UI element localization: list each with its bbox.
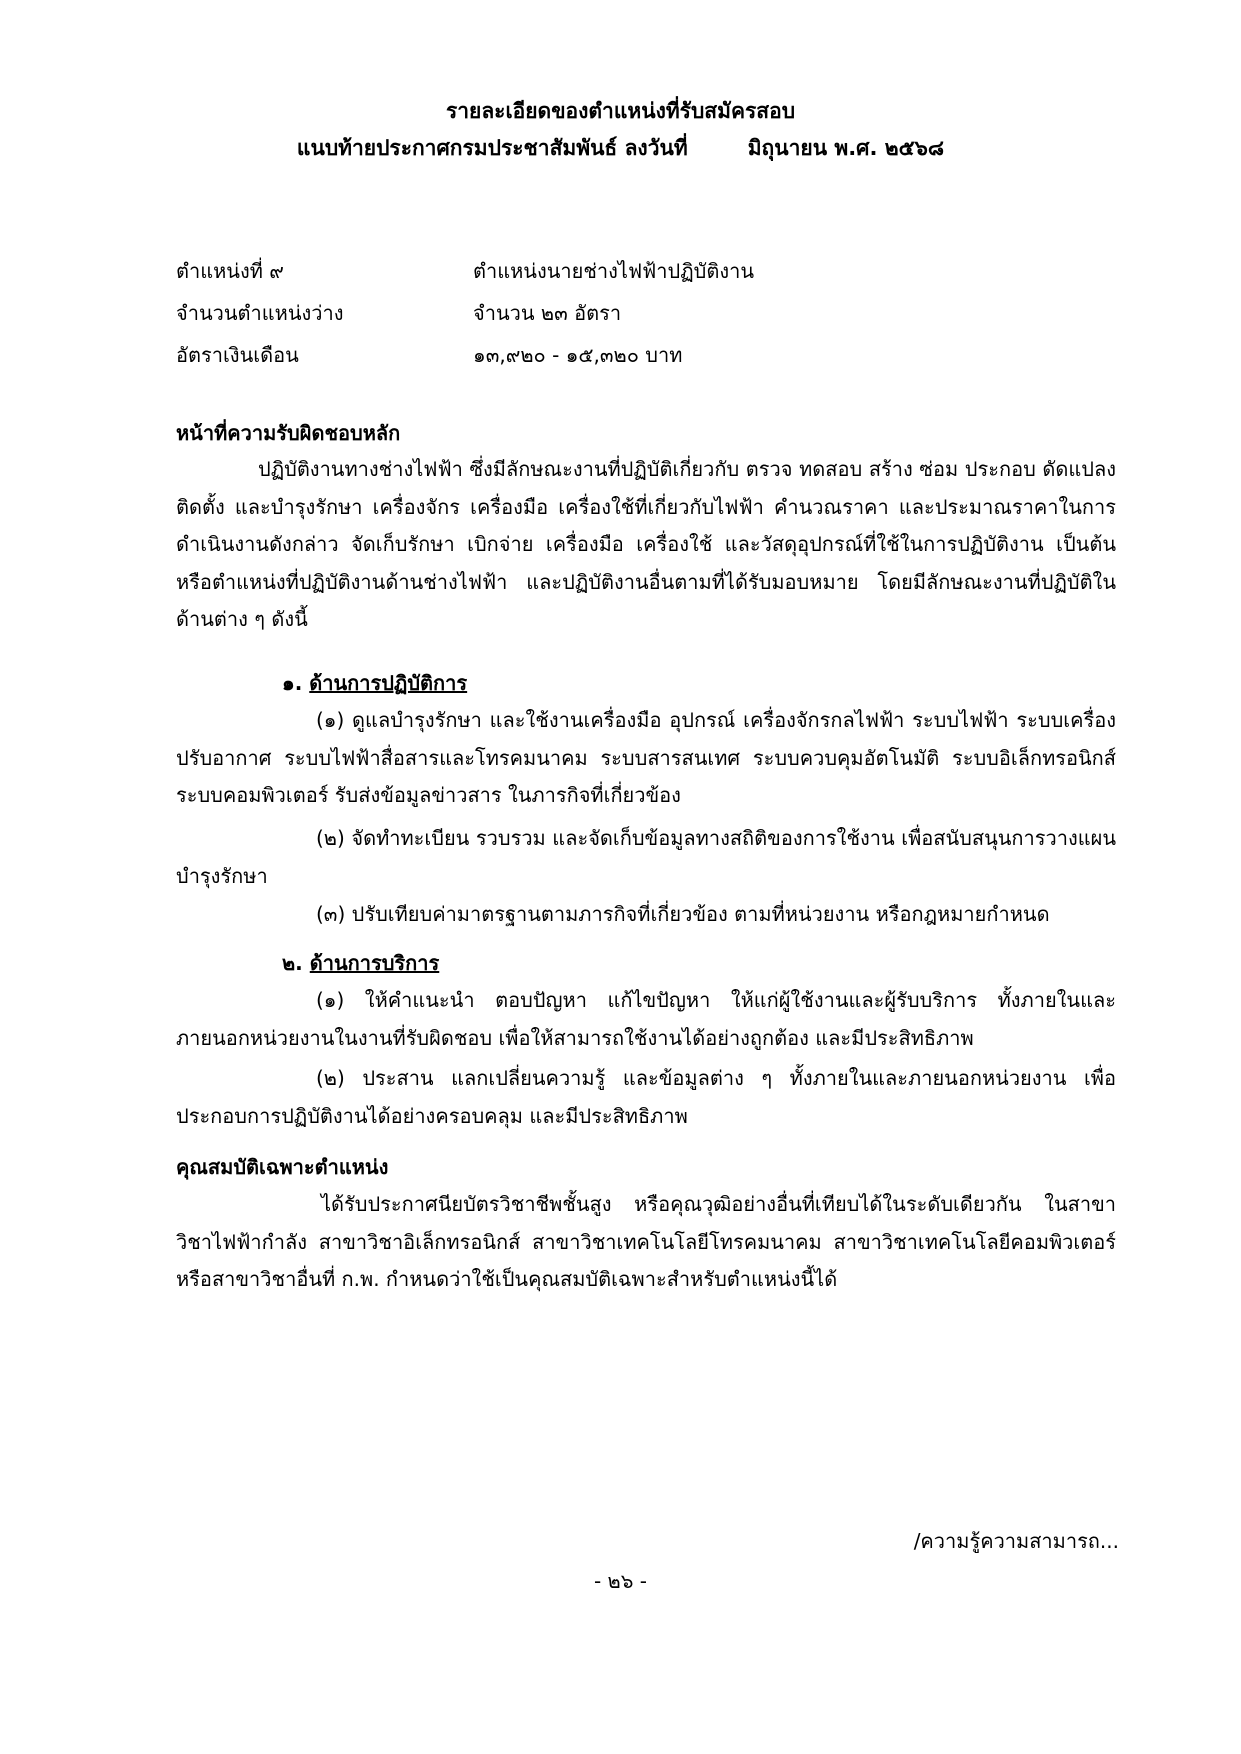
duties-intro [176,451,1116,639]
section1-item-text: (๒) จัดทำทะเบียน รวบรวม และจัดเก็บข้อมูลทางสถิติของการใช้งาน เพื่อสนับสนุนการวางแผนบำรุงรักษา [176,826,1116,888]
duties-heading: หน้าที่ความรับผิดชอบหลัก [176,421,401,445]
document-subtitle [0,133,1241,163]
salary-value: ๑๓,๙๒๐ - ๑๕,๓๒๐ บาท [473,343,683,367]
continue-note: /ความรู้ความสามารถ... [913,1529,1119,1553]
section1-item [176,820,1116,895]
section2-item [176,1060,1116,1135]
qualifications-heading: คุณสมบัติเฉพาะตำแหน่ง [176,1155,389,1179]
section2-title: ด้านการบริการ [309,951,440,975]
position-label: ตำแหน่งที่ ๙ [176,259,284,283]
section2-number: ๒. [282,951,303,975]
page-number: - ๒๖ - [593,1569,648,1593]
document-title: รายละเอียดของตำแหน่งที่รับสมัครสอบ [445,99,796,123]
section1-item-text: (๑) ดูแลบำรุงรักษา และใช้งานเครื่องมือ อุปกรณ์ เครื่องจักรกลไฟฟ้า ระบบไฟฟ้า ระบบเครื่องปรับอากาศ ระบบไฟฟ้าสื่อสารและโทรคมนาคม ระบบสารสนเทศ ระบบควบคุมอัตโนมัติ ระบบอิเล็กทรอนิกส์ ระบบคอมพิวเตอร์ รับส่งข้อมูลข่าวสาร ในภารกิจที่เกี่ยวข้อง [176,708,1116,807]
section2-item-text: (๒) ประสาน แลกเปลี่ยนความรู้ และข้อมูลต่าง ๆ ทั้งภายในและภายนอกหน่วยงาน เพื่อประกอบการปฏิบัติงานได้อย่างครอบคลุม และมีประสิทธิภาพ [176,1066,1116,1128]
section2-item-text: (๑) ให้คำแนะนำ ตอบปัญหา แก้ไขปัญหา ให้แก่ผู้ใช้งานและผู้รับบริการ ทั้งภายในและภายนอกหน่วยงานในงานที่รับผิดชอบ เพื่อให้สามารถใช้งานได้อย่างถูกต้อง และมีประสิทธิภาพ [176,988,1116,1050]
section1-number: ๑. [282,671,303,695]
section1-title: ด้านการปฏิบัติการ [309,671,468,695]
section1-heading [282,668,467,698]
position-value: ตำแหน่งนายช่างไฟฟ้าปฏิบัติงาน [473,259,755,283]
section2-item [176,982,1116,1057]
vacancy-label: จำนวนตำแหน่งว่าง [176,301,344,325]
vacancy-value: จำนวน ๒๓ อัตรา [473,301,622,325]
qualifications-text-body: ได้รับประกาศนียบัตรวิชาชีพชั้นสูง หรือคุณวุฒิอย่างอื่นที่เทียบได้ในระดับเดียวกัน ในสาขาวิชาไฟฟ้ากำลัง สาขาวิชาอิเล็กทรอนิกส์ สาขาวิชาเทคโนโลยีโทรคมนาคม สาขาวิชาเทคโนโลยีคอมพิวเตอร์ หรือสาขาวิชาอื่นที่ ก.พ. กำหนดว่าใช้เป็นคุณสมบัติเฉพาะสำหรับตำแหน่งนี้ได้ [176,1192,1116,1291]
salary-label: อัตราเงินเดือน [176,343,299,367]
duties-intro-text: ปฏิบัติงานทางช่างไฟฟ้า ซึ่งมีลักษณะงานที่ปฏิบัติเกี่ยวกับ ตรวจ ทดสอบ สร้าง ซ่อม ประกอบ ดัดแปลง ติดตั้ง และบำรุงรักษา เครื่องจักร เครื่องมือ เครื่องใช้ที่เกี่ยวกับไฟฟ้า คำนวณราคา และประมาณราคาในการดำเนินงานดังกล่าว จัดเก็บรักษา เบิกจ่าย เครื่องมือ เครื่องใช้ และวัสดุอุปกรณ์ที่ใช้ในการปฏิบัติงาน เป็นต้น หรือตำแหน่งที่ปฏิบัติงานด้านช่างไฟฟ้า และปฏิบัติงานอื่นตามที่ได้รับมอบหมาย โดยมีลักษณะงานที่ปฏิบัติในด้านต่าง ๆ ดังนี้ [176,457,1116,631]
announcement-date: มิถุนายน พ.ศ. ๒๕๖๘ [747,136,945,160]
qualifications-text [176,1186,1116,1299]
section1-item [176,896,1116,934]
section2-heading [282,948,439,978]
announcement-reference: แนบท้ายประกาศกรมประชาสัมพันธ์ ลงวันที่ [296,136,688,160]
section1-item-text: (๓) ปรับเทียบค่ามาตรฐานตามภารกิจที่เกี่ยวข้อง ตามที่หน่วยงาน หรือกฎหมายกำหนด [316,902,1050,926]
section1-item [176,702,1116,815]
